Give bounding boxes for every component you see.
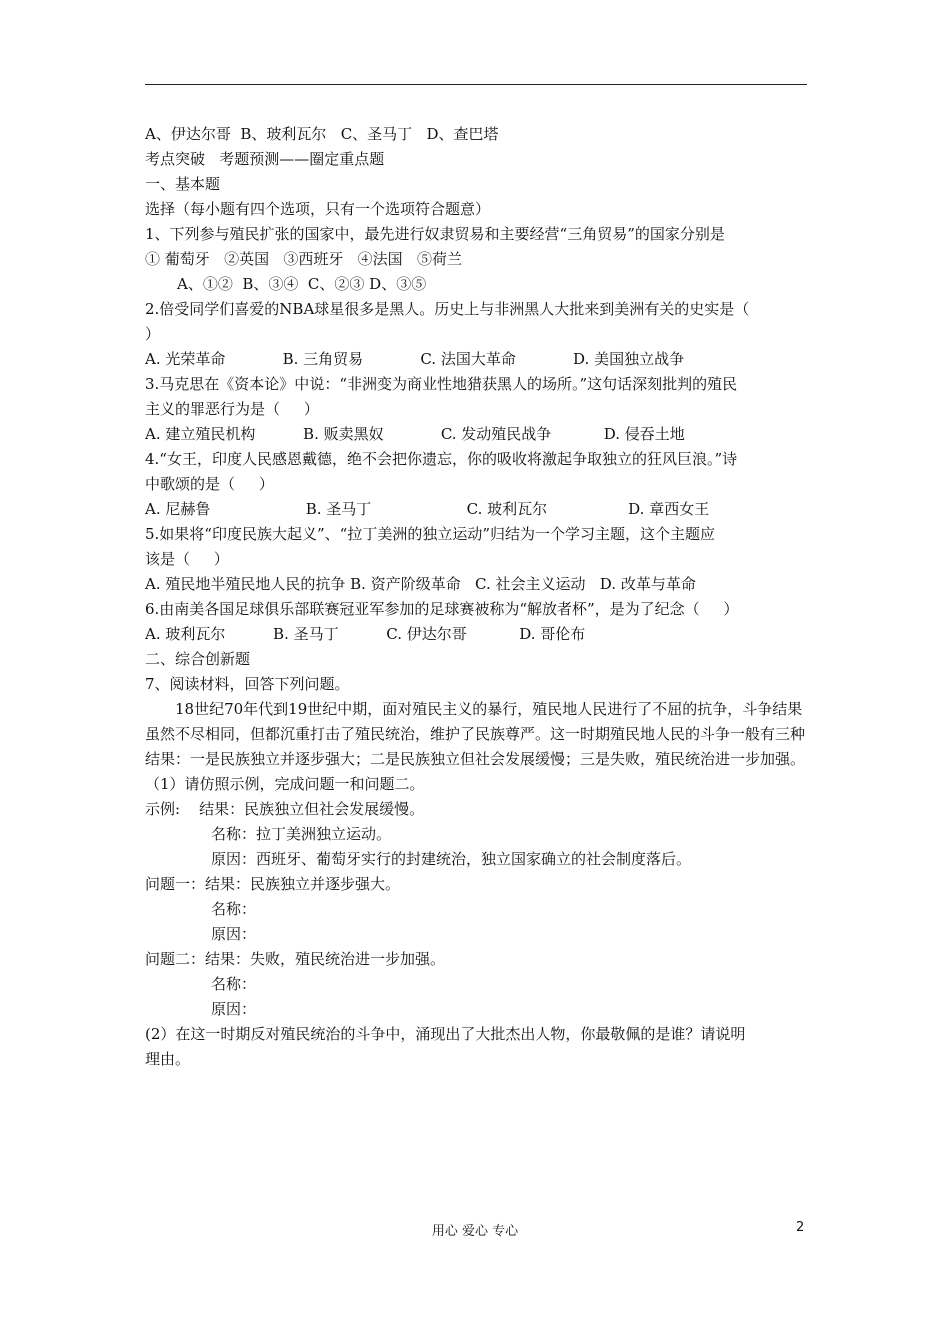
part-1-prompt: （1）请仿照示例，完成问题一和问题二。	[145, 775, 425, 793]
reading-material: 18世纪70年代到19世纪中期，面对殖民主义的暴行，殖民地人民进行了不屈的抗争，斗争结果虽然不尽相同，但都沉重打击了殖民统治，维护了民族尊严。这一时期殖民地人民的斗争一般有三种结果：一是民族独立并逐步强大；二是民族独立但社会发展缓慢；三是失败，殖民统治进一步加强。	[145, 700, 806, 768]
question-4-options: A. 尼赫鲁 B. 圣马丁 C. 玻利瓦尔 D. 章西女王	[145, 500, 710, 518]
question-3-options: A. 建立殖民机构 B. 贩卖黑奴 C. 发动殖民战争 D. 侵吞土地	[145, 425, 685, 443]
question-4-cont: 中歌颂的是（ ）	[145, 475, 274, 493]
problem-2-name: 名称：	[211, 975, 257, 993]
section-title-comprehensive: 二、综合创新题	[145, 650, 251, 668]
question-1-items: ① 葡萄牙 ②英国 ③西班牙 ④法国 ⑤荷兰	[145, 250, 462, 268]
example-reason: 原因：西班牙、葡萄牙实行的封建统治，独立国家确立的社会制度落后。	[211, 850, 692, 868]
question-2-cont: ）	[145, 325, 161, 343]
question-2: 2.倍受同学们喜爱的NBA球星很多是黑人。历史上与非洲黑人大批来到美洲有关的史实是（	[145, 300, 750, 318]
page-number: 2	[796, 1220, 805, 1235]
question-7: 7、阅读材料，回答下列问题。	[145, 675, 350, 693]
header-rule	[145, 84, 807, 85]
problem-1-reason: 原因：	[211, 925, 257, 943]
question-4: 4.“女王，印度人民感恩戴德，绝不会把你遗忘，你的吸收将激起争取独立的狂风巨浪。”诗	[145, 450, 738, 468]
document-body	[145, 122, 810, 1072]
instructions: 选择（每小题有四个选项，只有一个选项符合题意）	[145, 200, 491, 218]
problem-2-result: 问题二：结果：失败，殖民统治进一步加强。	[145, 950, 446, 968]
section-heading: 考点突破 考题预测——圈定重点题	[145, 150, 385, 168]
example-name: 名称：拉丁美洲独立运动。	[211, 825, 392, 843]
part-2-prompt: (2）在这一时期反对殖民统治的斗争中，涌现出了大批杰出人物，你最敬佩的是谁？请说明	[145, 1025, 746, 1043]
problem-1-name: 名称：	[211, 900, 257, 918]
question-1: 1、下列参与殖民扩张的国家中，最先进行奴隶贸易和主要经营“三角贸易”的国家分别是	[145, 225, 725, 243]
question-5: 5.如果将“印度民族大起义”、“拉丁美洲的独立运动”归结为一个学习主题，这个主题应	[145, 525, 715, 543]
question-5-cont: 该是（ ）	[145, 550, 229, 568]
problem-2-reason: 原因：	[211, 1000, 257, 1018]
question-2-options: A. 光荣革命 B. 三角贸易 C. 法国大革命 D. 美国独立战争	[145, 350, 685, 368]
section-title-basic: 一、基本题	[145, 175, 221, 193]
footer-slogan: 用心 爱心 专心	[431, 1224, 519, 1239]
question-5-options: A. 殖民地半殖民地人民的抗争 B. 资产阶级革命 C. 社会主义运动 D. 改革与革命	[145, 575, 696, 593]
answer-options-line: A、伊达尔哥 B、玻利瓦尔 C、圣马丁 D、查巴塔	[145, 125, 499, 143]
question-3-cont: 主义的罪恶行为是（ ）	[145, 400, 319, 418]
question-6-options: A. 玻利瓦尔 B. 圣马丁 C. 伊达尔哥 D. 哥伦布	[145, 625, 586, 643]
problem-1-result: 问题一：结果：民族独立并逐步强大。	[145, 875, 401, 893]
question-6: 6.由南美各国足球俱乐部联赛冠亚军参加的足球赛被称为“解放者杯”，是为了纪念（ ）	[145, 600, 739, 618]
part-2-prompt-cont: 理由。	[145, 1050, 191, 1068]
question-1-options: A、①② B、③④ C、②③ D、③⑤	[177, 275, 427, 293]
question-3: 3.马克思在《资本论》中说：“非洲变为商业性地猎获黑人的场所。”这句话深刻批判的殖民	[145, 375, 738, 393]
example-result: 示例: 结果：民族独立但社会发展缓慢。	[145, 800, 425, 818]
